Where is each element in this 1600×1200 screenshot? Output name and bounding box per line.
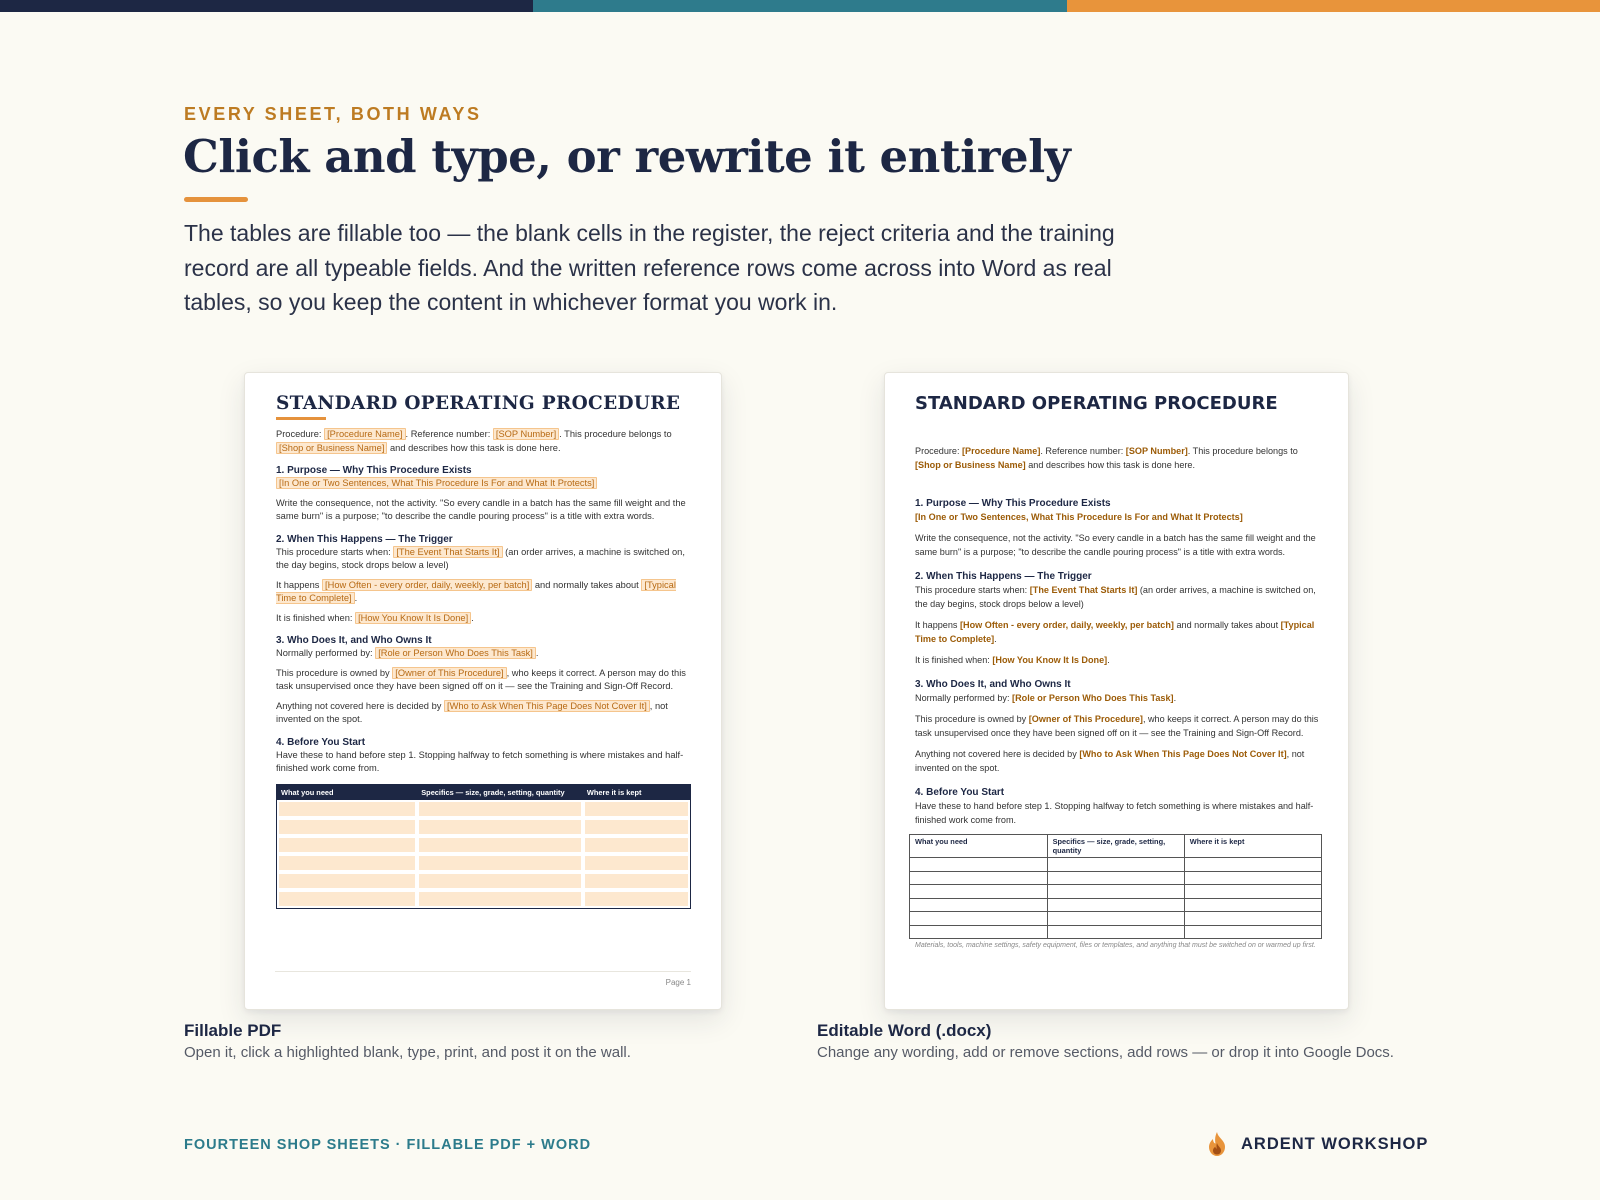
field-escalation[interactable]: [Who to Ask When This Page Does Not Cover It]	[1079, 749, 1287, 759]
doc-title: STANDARD OPERATING PROCEDURE	[915, 393, 1278, 414]
table-cell	[277, 854, 418, 872]
fillable-cell[interactable]	[279, 856, 415, 870]
section-heading-owner: 3. Who Does It, and Who Owns It	[915, 679, 1071, 690]
brand-name: ARDENT WORKSHOP	[1241, 1134, 1429, 1153]
editable-cell[interactable]	[910, 858, 1048, 872]
fillable-cell[interactable]	[279, 838, 415, 852]
section-heading-before-start: 4. Before You Start	[915, 787, 1005, 798]
table-cell	[277, 890, 418, 909]
eyebrow: EVERY SHEET, BOTH WAYS	[184, 104, 482, 124]
table-row	[277, 800, 691, 818]
field-performer[interactable]: [Role or Person Who Does This Task]	[375, 647, 536, 659]
table-cell	[277, 836, 418, 854]
editable-cell[interactable]	[1184, 885, 1321, 899]
pdf-requirements-table	[276, 784, 691, 910]
table-header: Specifics — size, grade, setting, quantity	[417, 784, 583, 800]
doc-title-rule	[276, 417, 326, 420]
table-cell	[583, 854, 691, 872]
field-done-when[interactable]: [How You Know It Is Done]	[992, 655, 1108, 665]
table-row	[910, 925, 1322, 939]
field-procedure-name[interactable]: [Procedure Name]	[324, 428, 405, 440]
section-heading-purpose: 1. Purpose — Why This Procedure Exists	[915, 498, 1111, 509]
top-bar-teal	[533, 0, 1066, 12]
table-note: Materials, tools, machine settings, safety equipment, files or templates, and anything that must be switched on or warmed up first.	[915, 942, 1316, 949]
field-purpose[interactable]: [In One or Two Sentences, What This Procedure Is For and What It Protects]	[915, 512, 1243, 522]
table-row	[910, 871, 1322, 885]
field-sop-number[interactable]: [SOP Number]	[493, 428, 559, 440]
fillable-cell[interactable]	[419, 874, 581, 888]
field-performer[interactable]: [Role or Person Who Does This Task]	[1012, 693, 1174, 703]
editable-cell[interactable]	[1184, 898, 1321, 912]
fillable-cell[interactable]	[419, 820, 581, 834]
fillable-cell[interactable]	[279, 820, 415, 834]
editable-cell[interactable]	[1184, 925, 1321, 939]
field-escalation[interactable]: [Who to Ask When This Page Does Not Cover It]	[444, 700, 650, 712]
word-preview: STANDARD OPERATING PROCEDURE Procedure: [Procedure Name]. Reference number: [SOP Number]. This procedure belongs to [Shop or Business Name] and describes how this task is done here. 1. Purpose — Why This Procedure Exists [In One or Two Sentences, What This Procedure Is For and What It Protects] Write the consequence, not the activity. "So every candle in a batch has the same fill weight and the same burn" is a purpose; "to describe the candle pouring process" is a title with extra words. 2. When This Happens — The Trigger This procedure starts when: [The Event That Starts It] (an order arrives, a machine is switched on, the day begins, stock drops below a level) It happens [How Often - every order, daily, weekly, per batch] and normally takes about [Typical Time to Complete]. It is finished when: [How You Know It Is Done]. 3. Who Does It, and Who Owns It Normally performed by: [Role or Person Who Does This Task]. This procedure is owned by [Owner of This Procedure], who keeps it correct. A person may do this task unsupervised once they have been signed off on it — see the Training and Sign-Off Record. Anything not covered here is decided by [Who to Ask When This Page Does Not Cover It], not invented on the spot. 4. Before You Start Have these to hand before step 1. Stopping halfway to fetch something is where mistakes and half-finished work come from. What you need Specifics — size, grade, setting, quantity Where it is kept Materials, tools, machine settings, safety equipment, files or templates, and anything that must be switched on or warmed up first.	[884, 372, 1349, 1010]
field-owner[interactable]: [Owner of This Procedure]	[1028, 714, 1143, 724]
doc-intro: Procedure: [Procedure Name] . Reference number: [SOP Number] . This procedure belongs to [Shop or Business Name] and describes how this task is done here.	[276, 429, 672, 453]
fillable-cell[interactable]	[419, 802, 581, 816]
editable-cell[interactable]	[1184, 912, 1321, 926]
table-header: Where it is kept	[1184, 835, 1321, 858]
footer-tagline: FOURTEEN SHOP SHEETS · FILLABLE PDF + WORD	[184, 1137, 592, 1153]
field-frequency[interactable]: [How Often - every order, daily, weekly, per batch]	[960, 620, 1174, 630]
field-typical-time[interactable]: [Typical Time to Complete]	[276, 579, 676, 603]
doc-title: STANDARD OPERATING PROCEDURE	[276, 393, 681, 414]
word-caption-title: Editable Word (.docx)	[817, 1021, 992, 1040]
editable-cell[interactable]	[910, 898, 1048, 912]
table-cell	[583, 818, 691, 836]
pdf-caption-title: Fillable PDF	[184, 1021, 282, 1040]
table-cell	[417, 836, 583, 854]
purpose-text: Write the consequence, not the activity. "So every candle in a batch has the same fill weight and the same burn" is a purpose; "to describe the candle pouring process" is a title with extra words.	[915, 533, 1316, 557]
table-row	[910, 885, 1322, 899]
section-heading-purpose: 1. Purpose — Why This Procedure Exists	[276, 465, 472, 476]
field-purpose[interactable]: [In One or Two Sentences, What This Procedure Is For and What It Protects]	[276, 477, 597, 489]
fillable-cell[interactable]	[585, 838, 688, 852]
table-row	[910, 898, 1322, 912]
top-bar-navy	[0, 0, 533, 12]
table-cell	[583, 836, 691, 854]
fillable-cell[interactable]	[585, 856, 688, 870]
table-row	[277, 836, 691, 854]
table-cell	[277, 818, 418, 836]
table-row	[277, 890, 691, 909]
editable-cell[interactable]	[1047, 912, 1184, 926]
title-underline	[184, 197, 248, 202]
fillable-cell[interactable]	[279, 892, 415, 906]
field-sop-number[interactable]: [SOP Number]	[1125, 446, 1188, 456]
editable-cell[interactable]	[1184, 871, 1321, 885]
field-trigger-event[interactable]: [The Event That Starts It]	[393, 546, 502, 558]
editable-cell[interactable]	[910, 871, 1048, 885]
purpose-text: Write the consequence, not the activity. "So every candle in a batch has the same fill weight and the same burn" is a purpose; "to describe the candle pouring process" is a title with extra words.	[276, 497, 686, 521]
field-shop-name[interactable]: [Shop or Business Name]	[276, 442, 387, 454]
word-caption-text: Change any wording, add or remove sections, add rows — or drop it into Google Docs.	[817, 1044, 1394, 1061]
section-heading-trigger: 2. When This Happens — The Trigger	[915, 571, 1092, 582]
field-shop-name[interactable]: [Shop or Business Name]	[915, 460, 1026, 470]
fillable-cell[interactable]	[279, 874, 415, 888]
table-cell	[417, 890, 583, 909]
table-cell	[583, 800, 691, 818]
field-frequency[interactable]: [How Often - every order, daily, weekly, per batch]	[322, 579, 532, 591]
intro-paragraph: The tables are fillable too — the blank cells in the register, the reject criteria and the training record are all typeable fields. And the written reference rows come across into Word as real tables, so you keep the content in whichever format you work in.	[184, 220, 1115, 315]
word-requirements-table	[909, 834, 1322, 939]
table-row	[277, 854, 691, 872]
table-row	[910, 912, 1322, 926]
table-header: Specifics — size, grade, setting, quantity	[1047, 835, 1184, 858]
fillable-cell[interactable]	[585, 874, 688, 888]
table-row	[277, 818, 691, 836]
table-header: What you need	[277, 784, 418, 800]
table-row	[277, 872, 691, 890]
fillable-cell[interactable]	[419, 838, 581, 852]
table-cell	[277, 800, 418, 818]
page-title: Click and type, or rewrite it entirely	[183, 130, 1071, 183]
table-cell	[417, 800, 583, 818]
table-cell	[417, 872, 583, 890]
fillable-cell[interactable]	[585, 802, 688, 816]
field-done-when[interactable]: [How You Know It Is Done]	[355, 612, 471, 624]
page-footer: Page 1	[275, 971, 691, 987]
field-trigger-event[interactable]: [The Event That Starts It]	[1029, 585, 1138, 595]
top-bar-orange	[1067, 0, 1600, 12]
pdf-preview: STANDARD OPERATING PROCEDURE Procedure: [Procedure Name] . Reference number: [SOP Number] . This procedure belongs to [Shop or Business Name] and describes how this task is done here. 1. Purpose — Why This Procedure Exists [In One or Two Sentences, What This Procedure Is For and What It Protects] Write the consequence, not the activity. "So every candle in a batch has the same fill weight and the same burn" is a purpose; "to describe the candle pouring process" is a title with extra words. 2. When This Happens — The Trigger This procedure starts when: [The Event That Starts It] (an order arrives, a machine is switched on, the day begins, stock drops below a level) It happens [How Often - every order, daily, weekly, per batch] and normally takes about [Typical Time to Complete] . It is finished when: [How You Know It Is Done] . 3. Who Does It, and Who Owns It Normally performed by: [Role or Person Who Does This Task] . This procedure is owned by [Owner of This Procedure] , who keeps it correct. A person may do this task unsupervised once they have been signed off on it — see the Training and Sign-Off Record. Anything not covered here is decided by [Who to Ask When This Page Does Not Cover It] , not invented on the spot. 4. Before You Start Have these to hand before step 1. Stopping halfway to fetch something is where mistakes and half-finished work come from. What you need Specifics — size, grade, setting, quantity Where it is kept Page 1	[244, 372, 722, 1010]
flame-icon	[1206, 1131, 1228, 1157]
editable-cell[interactable]	[1047, 885, 1184, 899]
editable-cell[interactable]	[1047, 871, 1184, 885]
section-heading-before-start: 4. Before You Start	[276, 736, 366, 748]
fillable-cell[interactable]	[419, 856, 581, 870]
field-procedure-name[interactable]: [Procedure Name]	[962, 446, 1041, 456]
editable-cell[interactable]	[1047, 925, 1184, 939]
table-cell	[417, 818, 583, 836]
table-cell	[583, 890, 691, 909]
field-owner[interactable]: [Owner of This Procedure]	[392, 667, 506, 679]
fillable-cell[interactable]	[419, 892, 581, 906]
editable-cell[interactable]	[910, 912, 1048, 926]
editable-cell[interactable]	[1047, 898, 1184, 912]
section-heading-trigger: 2. When This Happens — The Trigger	[276, 533, 453, 545]
fillable-cell[interactable]	[585, 892, 688, 906]
table-row	[910, 858, 1322, 872]
field-typical-time[interactable]: [Typical Time to Complete]	[915, 620, 1315, 644]
editable-cell[interactable]	[1047, 858, 1184, 872]
table-cell	[277, 872, 418, 890]
pdf-caption-text: Open it, click a highlighted blank, type, print, and post it on the wall.	[184, 1044, 631, 1061]
editable-cell[interactable]	[1184, 858, 1321, 872]
editable-cell[interactable]	[910, 885, 1048, 899]
section-heading-owner: 3. Who Does It, and Who Owns It	[276, 635, 432, 646]
fillable-cell[interactable]	[279, 802, 415, 816]
table-cell	[583, 872, 691, 890]
fillable-cell[interactable]	[585, 820, 688, 834]
brand-logo	[1206, 1131, 1428, 1157]
table-header: Where it is kept	[583, 784, 691, 800]
editable-cell[interactable]	[910, 925, 1048, 939]
doc-intro: Procedure: [Procedure Name]. Reference number: [SOP Number]. This procedure belongs to [Shop or Business Name] and describes how this task is done here.	[915, 446, 1298, 470]
top-color-bar	[0, 0, 1600, 12]
table-header: What you need	[910, 835, 1048, 858]
table-cell	[417, 854, 583, 872]
